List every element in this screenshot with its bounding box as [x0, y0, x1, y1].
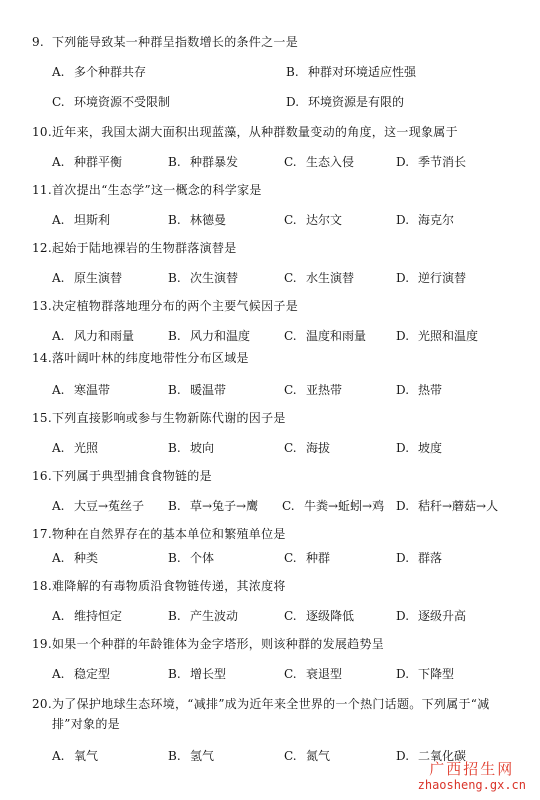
option-a	[52, 328, 134, 344]
option-c	[284, 440, 330, 456]
option-text: 温度和雨量	[306, 329, 367, 343]
option-b	[168, 212, 226, 228]
option-label: A.	[52, 271, 65, 285]
question-text: 物种在自然界存在的基本单位和繁殖单位是	[52, 527, 286, 541]
question-number: 15.	[32, 411, 52, 425]
option-text: 氢气	[190, 749, 215, 763]
watermark-url: zhaosheng.gx.cn	[417, 778, 526, 792]
option-label: A.	[52, 329, 65, 343]
option-text: 海拔	[306, 441, 331, 455]
option-text: 风力和雨量	[74, 329, 135, 343]
question-number: 11.	[32, 183, 52, 197]
option-c	[284, 154, 354, 170]
question-number: 14.	[32, 351, 52, 365]
question-stem	[32, 34, 298, 50]
option-text: 亚热带	[306, 383, 343, 397]
option-c	[284, 608, 354, 624]
question-stem	[32, 298, 298, 314]
option-text: 原生演替	[74, 271, 123, 285]
question-text: 如果一个种群的年龄锥体为金字塔形，则该种群的发展趋势呈	[52, 637, 385, 651]
option-a	[52, 748, 98, 764]
option-label: B.	[168, 383, 181, 397]
option-label: D.	[396, 213, 410, 227]
option-text: 个体	[190, 551, 215, 565]
option-a	[52, 440, 98, 456]
option-a	[52, 666, 110, 682]
option-label: D.	[286, 95, 300, 109]
option-label: A.	[52, 749, 65, 763]
option-label: C.	[282, 499, 295, 513]
question-number: 20.	[32, 697, 52, 711]
option-text: 群落	[418, 551, 443, 565]
option-c	[284, 748, 330, 764]
question-stem	[32, 578, 286, 594]
option-label: B.	[168, 155, 181, 169]
option-c	[284, 550, 330, 566]
option-label: A.	[52, 609, 65, 623]
question-text: 决定植物群落地理分布的两个主要气候因子是	[52, 299, 299, 313]
option-label: A.	[52, 551, 65, 565]
question-number: 17.	[32, 527, 52, 541]
option-label: B.	[168, 749, 181, 763]
option-text: 季节消长	[418, 155, 467, 169]
question-stem	[32, 124, 458, 140]
option-label: A.	[52, 383, 65, 397]
option-text: 多个种群共存	[74, 65, 147, 79]
option-text: 达尔文	[306, 213, 343, 227]
question-stem	[32, 240, 237, 256]
option-d	[396, 382, 442, 398]
option-text: 增长型	[190, 667, 227, 681]
option-label: C.	[284, 551, 297, 565]
option-label: B.	[168, 609, 181, 623]
option-b	[168, 440, 214, 456]
option-a	[52, 608, 122, 624]
question-number: 19.	[32, 637, 52, 651]
option-d	[396, 666, 454, 682]
option-label: C.	[284, 749, 297, 763]
option-text: 热带	[418, 383, 443, 397]
question-stem	[32, 350, 249, 366]
option-label: D.	[396, 383, 410, 397]
option-text: 海克尔	[418, 213, 455, 227]
option-label: D.	[396, 749, 410, 763]
option-text: 种群对环境适应性强	[308, 65, 417, 79]
option-d	[396, 270, 466, 286]
option-label: C.	[284, 213, 297, 227]
option-text: 风力和温度	[190, 329, 251, 343]
option-b	[286, 64, 416, 80]
option-label: C.	[52, 95, 65, 109]
question-stem	[32, 410, 286, 426]
option-text: 牛粪→蚯蚓→鸡	[304, 499, 385, 513]
option-text: 下降型	[418, 667, 455, 681]
option-b	[168, 748, 214, 764]
option-label: C.	[284, 441, 297, 455]
option-d	[396, 608, 466, 624]
question-number: 13.	[32, 299, 52, 313]
question-number: 10.	[32, 125, 52, 139]
option-b	[168, 498, 258, 514]
question-number: 9.	[32, 35, 45, 49]
option-text: 林德曼	[190, 213, 227, 227]
question-text: 下列直接影响或参与生物新陈代谢的因子是	[52, 411, 286, 425]
option-a	[52, 212, 110, 228]
option-c	[52, 94, 170, 110]
question-text: 为了保护地球生态环境，“减排”成为近年来全世界的一个热门话题。下列属于“减	[52, 697, 490, 711]
option-text: 草→兔子→鹰	[190, 499, 259, 513]
option-c	[282, 498, 384, 514]
option-text: 坦斯利	[74, 213, 111, 227]
option-a	[52, 270, 122, 286]
option-label: A.	[52, 499, 65, 513]
option-label: D.	[396, 155, 410, 169]
question-stem-continued: 排”对象的是	[52, 717, 120, 731]
question-number: 16.	[32, 469, 52, 483]
option-label: D.	[396, 667, 410, 681]
option-label: B.	[168, 271, 181, 285]
option-text: 光照和温度	[418, 329, 479, 343]
option-c	[284, 328, 366, 344]
question-stem	[32, 636, 384, 652]
option-d	[396, 328, 478, 344]
question-text: 起始于陆地裸岩的生物群落演替是	[52, 241, 237, 255]
option-text: 环境资源不受限制	[74, 95, 171, 109]
option-b	[168, 550, 214, 566]
option-text: 暖温带	[190, 383, 227, 397]
option-d	[286, 94, 404, 110]
option-c	[284, 382, 342, 398]
question-text: 近年来，我国太湖大面积出现蓝藻，从种群数量变动的角度，这一现象属于	[52, 125, 458, 139]
option-label: A.	[52, 155, 65, 169]
question-stem	[32, 468, 212, 484]
option-label: D.	[396, 271, 410, 285]
option-text: 氮气	[306, 749, 331, 763]
option-d	[396, 154, 466, 170]
question-stem	[32, 182, 262, 198]
option-a	[52, 498, 144, 514]
option-label: A.	[52, 213, 65, 227]
option-d	[396, 440, 442, 456]
option-text: 产生波动	[190, 609, 239, 623]
option-label: C.	[284, 329, 297, 343]
option-d	[396, 212, 454, 228]
option-text: 维持恒定	[74, 609, 123, 623]
option-text: 稳定型	[74, 667, 111, 681]
option-a	[52, 382, 110, 398]
option-text: 生态入侵	[306, 155, 355, 169]
option-text: 种类	[74, 551, 99, 565]
question-number: 12.	[32, 241, 52, 255]
option-text: 种群平衡	[74, 155, 123, 169]
option-label: D.	[396, 609, 410, 623]
option-label: D.	[396, 329, 410, 343]
option-label: A.	[52, 441, 65, 455]
question-text: 下列能导致某一种群呈指数增长的条件之一是	[52, 35, 299, 49]
question-text: 首次提出“生态学”这一概念的科学家是	[52, 183, 262, 197]
option-label: D.	[396, 441, 410, 455]
option-text: 逐级降低	[306, 609, 355, 623]
question-text: 下列属于典型捕食食物链的是	[52, 469, 212, 483]
option-text: 光照	[74, 441, 99, 455]
option-text: 种群暴发	[190, 155, 239, 169]
option-label: B.	[168, 499, 181, 513]
option-label: D.	[396, 499, 410, 513]
option-text: 次生演替	[190, 271, 239, 285]
option-text: 坡度	[418, 441, 443, 455]
option-label: C.	[284, 383, 297, 397]
option-text: 衰退型	[306, 667, 343, 681]
question-number: 18.	[32, 579, 52, 593]
option-b	[168, 666, 226, 682]
option-label: B.	[286, 65, 299, 79]
option-text: 二氧化碳	[418, 749, 467, 763]
option-b	[168, 608, 238, 624]
option-a	[52, 154, 122, 170]
option-label: B.	[168, 441, 181, 455]
option-b	[168, 154, 238, 170]
option-label: B.	[168, 213, 181, 227]
option-label: A.	[52, 667, 65, 681]
option-text: 坡向	[190, 441, 215, 455]
option-label: B.	[168, 551, 181, 565]
site-watermark	[418, 760, 526, 792]
option-label: C.	[284, 609, 297, 623]
option-c	[284, 270, 354, 286]
option-label: B.	[168, 667, 181, 681]
question-text: 落叶阔叶林的纬度地带性分布区域是	[52, 351, 249, 365]
question-stem	[32, 696, 490, 712]
option-text: 种群	[306, 551, 331, 565]
option-b	[168, 270, 238, 286]
option-text: 逆行演替	[418, 271, 467, 285]
question-stem	[32, 526, 286, 542]
option-text: 秸秆→蘑菇→人	[418, 499, 499, 513]
option-d	[396, 498, 498, 514]
option-label: C.	[284, 667, 297, 681]
option-text: 大豆→菟丝子	[74, 499, 145, 513]
option-d	[396, 550, 442, 566]
option-text: 水生演替	[306, 271, 355, 285]
watermark-site-name: 广西招生网	[429, 760, 515, 778]
option-label: D.	[396, 551, 410, 565]
option-a	[52, 64, 146, 80]
option-text: 氧气	[74, 749, 99, 763]
option-c	[284, 666, 342, 682]
option-b	[168, 328, 250, 344]
option-text: 逐级升高	[418, 609, 467, 623]
option-label: C.	[284, 271, 297, 285]
option-a	[52, 550, 98, 566]
option-c	[284, 212, 342, 228]
option-label: C.	[284, 155, 297, 169]
question-text: 难降解的有毒物质沿食物链传递，其浓度将	[52, 579, 286, 593]
option-text: 环境资源是有限的	[308, 95, 405, 109]
option-label: A.	[52, 65, 65, 79]
option-label: B.	[168, 329, 181, 343]
option-b	[168, 382, 226, 398]
option-text: 寒温带	[74, 383, 111, 397]
